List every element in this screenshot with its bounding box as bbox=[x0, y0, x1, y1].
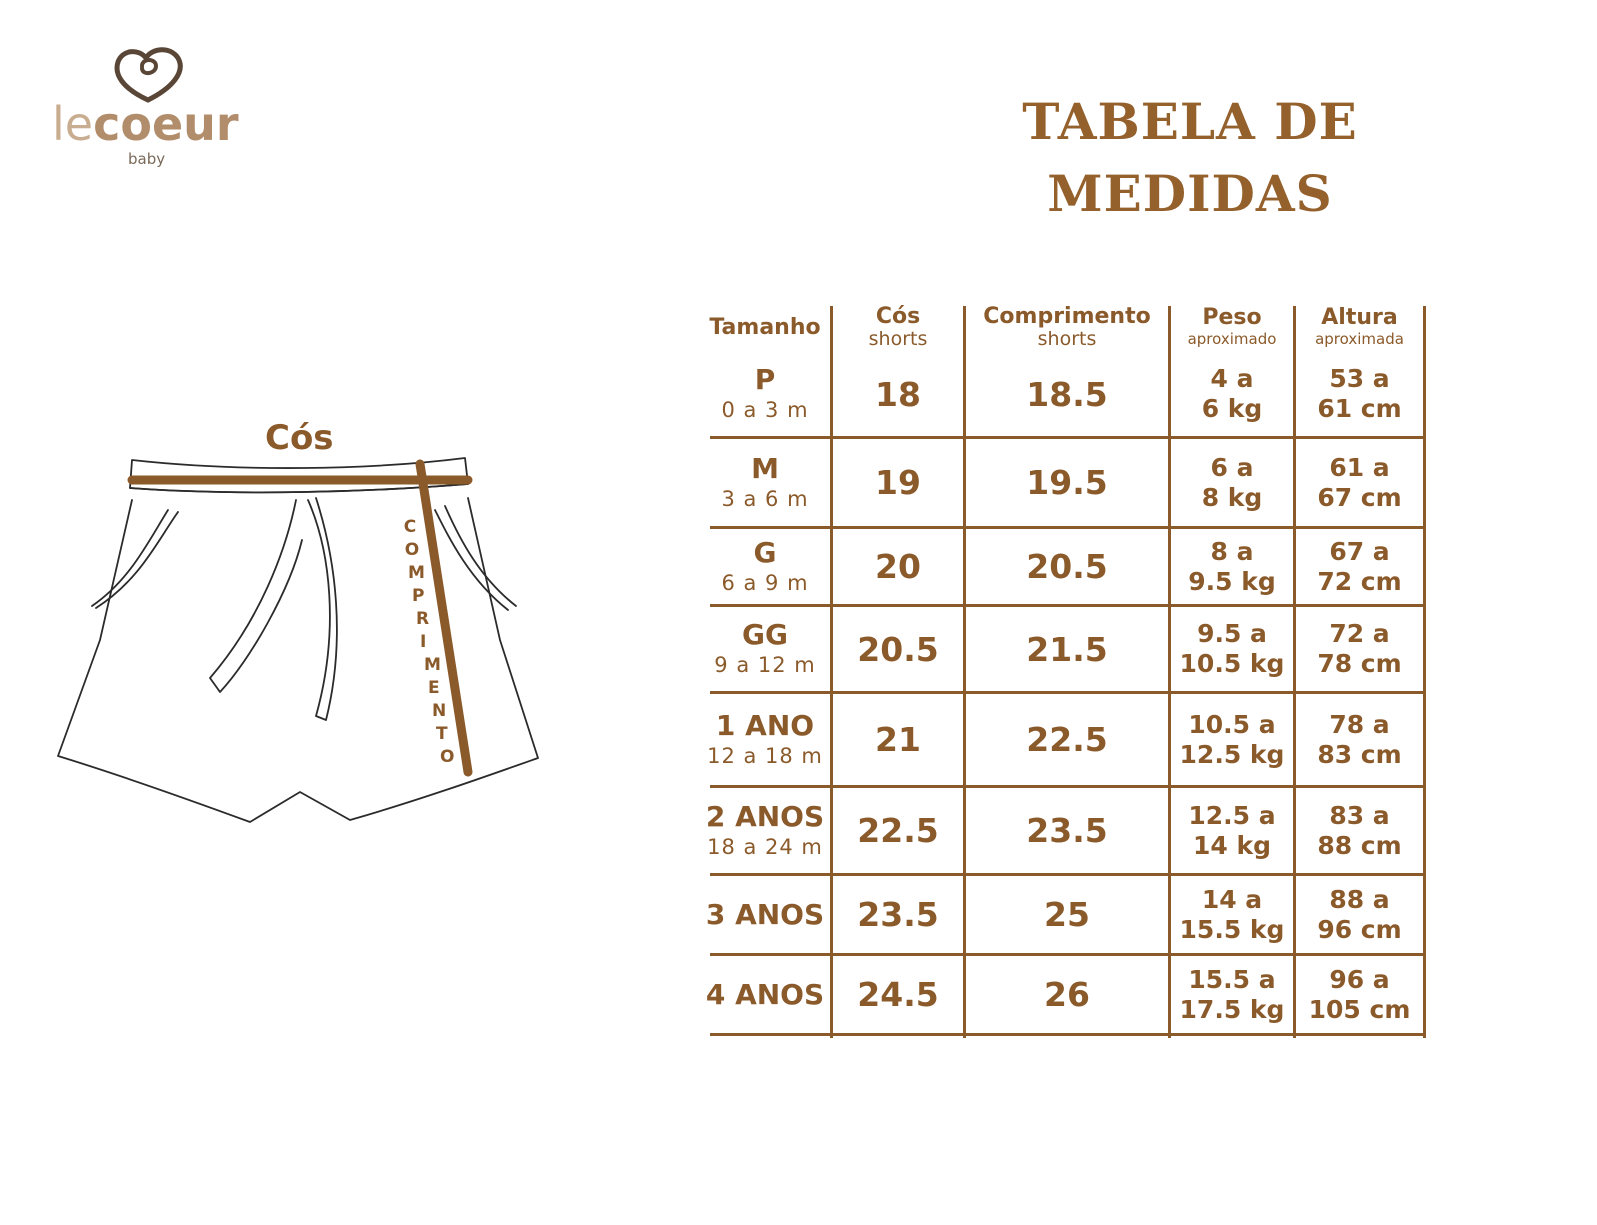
altura-from: 61 a bbox=[1329, 452, 1390, 482]
peso-from: 10.5 a bbox=[1188, 709, 1276, 739]
brand-coeur: coeur bbox=[93, 97, 239, 151]
cos-value: 18 bbox=[875, 374, 921, 414]
peso-from: 9.5 a bbox=[1197, 619, 1267, 648]
size-name: P bbox=[754, 363, 776, 396]
cell-altura bbox=[1296, 956, 1423, 1033]
size-age: 0 a 3 m bbox=[721, 398, 809, 422]
peso-to: 14 kg bbox=[1192, 830, 1271, 860]
comp-letter: C bbox=[403, 517, 417, 537]
size-name: 3 ANOS bbox=[705, 897, 825, 931]
comprimento-value: 21.5 bbox=[1026, 629, 1108, 669]
header-label: Comprimento bbox=[983, 304, 1151, 329]
altura-from: 96 a bbox=[1329, 964, 1390, 994]
cos-value: 24.5 bbox=[857, 975, 939, 1014]
cell-peso bbox=[1171, 694, 1293, 785]
size-name: G bbox=[753, 535, 777, 569]
peso-to: 9.5 kg bbox=[1188, 566, 1276, 596]
cell-tamanho bbox=[700, 876, 830, 953]
cos-value: 21 bbox=[875, 720, 921, 759]
cell-peso bbox=[1171, 352, 1293, 436]
peso-from: 8 a bbox=[1210, 536, 1254, 566]
size-table bbox=[700, 300, 1430, 1040]
cell-comprimento bbox=[966, 956, 1168, 1033]
peso-from: 4 a bbox=[1210, 364, 1254, 393]
comp-letter: R bbox=[416, 609, 430, 629]
heart-icon bbox=[112, 44, 184, 104]
comprimento-value: 23.5 bbox=[1026, 811, 1108, 850]
altura-to: 78 cm bbox=[1317, 649, 1402, 678]
size-age: 18 a 24 m bbox=[707, 834, 823, 859]
comprimento-value: 18.5 bbox=[1026, 374, 1108, 414]
header-comprimento bbox=[966, 302, 1168, 352]
size-name: GG bbox=[742, 618, 788, 651]
comp-letter: P bbox=[412, 586, 425, 606]
cell-comprimento bbox=[966, 607, 1168, 691]
peso-to: 12.5 kg bbox=[1179, 739, 1285, 769]
cell-tamanho bbox=[700, 529, 830, 604]
brand-logo bbox=[52, 44, 252, 174]
size-age: 12 a 18 m bbox=[707, 743, 823, 768]
header-label: Cós bbox=[875, 304, 921, 329]
cell-cos bbox=[833, 607, 963, 691]
size-name: 2 ANOS bbox=[705, 799, 825, 833]
altura-to: 83 cm bbox=[1317, 739, 1402, 769]
header-altura bbox=[1296, 302, 1423, 352]
cell-altura bbox=[1296, 607, 1423, 691]
cell-cos bbox=[833, 956, 963, 1033]
cell-peso bbox=[1171, 956, 1293, 1033]
cell-tamanho bbox=[700, 788, 830, 873]
cell-tamanho bbox=[700, 439, 830, 526]
header-sublabel: shorts bbox=[1037, 328, 1097, 350]
peso-to: 17.5 kg bbox=[1179, 994, 1285, 1024]
cos-label: Cós bbox=[265, 418, 334, 458]
altura-to: 88 cm bbox=[1317, 830, 1402, 860]
comprimento-value: 26 bbox=[1044, 975, 1090, 1014]
cell-tamanho bbox=[700, 694, 830, 785]
cell-peso bbox=[1171, 439, 1293, 526]
title-line-2: MEDIDAS bbox=[1047, 164, 1333, 223]
cell-peso bbox=[1171, 876, 1293, 953]
cos-value: 23.5 bbox=[857, 895, 939, 934]
size-age: 9 a 12 m bbox=[714, 653, 816, 677]
cell-cos bbox=[833, 694, 963, 785]
page-title bbox=[1000, 86, 1380, 230]
size-name: 1 ANO bbox=[715, 708, 815, 742]
altura-from: 53 a bbox=[1329, 364, 1390, 393]
cell-comprimento bbox=[966, 352, 1168, 436]
peso-from: 6 a bbox=[1210, 452, 1254, 482]
cell-tamanho bbox=[700, 607, 830, 691]
peso-to: 10.5 kg bbox=[1179, 649, 1285, 678]
cell-tamanho bbox=[700, 956, 830, 1033]
header-cos bbox=[833, 302, 963, 352]
cell-altura bbox=[1296, 352, 1423, 436]
cell-cos bbox=[833, 352, 963, 436]
cell-altura bbox=[1296, 694, 1423, 785]
size-name: M bbox=[751, 451, 779, 485]
altura-to: 61 cm bbox=[1317, 394, 1402, 423]
header-sublabel: shorts bbox=[868, 328, 928, 350]
comprimento-value: 25 bbox=[1044, 895, 1090, 934]
cell-peso bbox=[1171, 529, 1293, 604]
cell-comprimento bbox=[966, 439, 1168, 526]
peso-from: 12.5 a bbox=[1188, 800, 1276, 830]
header-tamanho bbox=[700, 306, 830, 350]
size-name: 4 ANOS bbox=[705, 977, 825, 1011]
comprimento-label: C O M P R I M E N T O bbox=[400, 516, 420, 769]
comp-letter: O bbox=[404, 540, 420, 560]
cell-peso bbox=[1171, 788, 1293, 873]
size-age: 6 a 9 m bbox=[721, 570, 809, 595]
col-divider bbox=[1423, 306, 1426, 1038]
altura-from: 67 a bbox=[1329, 536, 1390, 566]
comprimento-value: 19.5 bbox=[1026, 463, 1108, 502]
altura-from: 72 a bbox=[1329, 619, 1390, 648]
cell-cos bbox=[833, 788, 963, 873]
comprimento-value: 20.5 bbox=[1026, 547, 1108, 586]
header-sublabel: aproximado bbox=[1187, 330, 1277, 348]
cos-value: 20.5 bbox=[857, 629, 939, 669]
cell-altura bbox=[1296, 788, 1423, 873]
altura-from: 88 a bbox=[1329, 884, 1390, 914]
shorts-illustration bbox=[40, 420, 560, 840]
brand-le: le bbox=[52, 97, 94, 151]
cell-cos bbox=[833, 876, 963, 953]
cell-altura bbox=[1296, 876, 1423, 953]
cell-comprimento bbox=[966, 694, 1168, 785]
comp-letter: M bbox=[408, 563, 425, 583]
cell-cos bbox=[833, 439, 963, 526]
altura-from: 83 a bbox=[1329, 800, 1390, 830]
header-label: Tamanho bbox=[709, 315, 821, 340]
cell-altura bbox=[1296, 529, 1423, 604]
comprimento-value: 22.5 bbox=[1026, 720, 1108, 759]
altura-from: 78 a bbox=[1329, 709, 1390, 739]
altura-to: 67 cm bbox=[1317, 482, 1402, 512]
row-divider bbox=[710, 1033, 1426, 1036]
title-line-1: TABELA DE bbox=[1022, 92, 1358, 151]
cell-comprimento bbox=[966, 788, 1168, 873]
cell-cos bbox=[833, 529, 963, 604]
cell-comprimento bbox=[966, 529, 1168, 604]
cell-altura bbox=[1296, 439, 1423, 526]
brand-wordmark bbox=[52, 98, 239, 150]
peso-to: 6 kg bbox=[1201, 394, 1263, 423]
cos-value: 20 bbox=[875, 547, 921, 586]
peso-from: 15.5 a bbox=[1188, 964, 1276, 994]
cos-value: 19 bbox=[875, 463, 921, 502]
header-label: Peso bbox=[1202, 305, 1262, 330]
size-age: 3 a 6 m bbox=[721, 486, 809, 511]
altura-to: 105 cm bbox=[1308, 994, 1411, 1024]
brand-sub: baby bbox=[128, 150, 166, 168]
header-sublabel: aproximada bbox=[1315, 330, 1404, 348]
altura-to: 72 cm bbox=[1317, 566, 1402, 596]
header-label: Altura bbox=[1321, 305, 1398, 330]
header-peso bbox=[1171, 302, 1293, 352]
altura-to: 96 cm bbox=[1317, 914, 1402, 944]
peso-from: 14 a bbox=[1201, 884, 1263, 914]
cell-tamanho bbox=[700, 352, 830, 436]
peso-to: 15.5 kg bbox=[1179, 914, 1285, 944]
cell-comprimento bbox=[966, 876, 1168, 953]
peso-to: 8 kg bbox=[1201, 482, 1263, 512]
cell-peso bbox=[1171, 607, 1293, 691]
cos-value: 22.5 bbox=[857, 811, 939, 850]
